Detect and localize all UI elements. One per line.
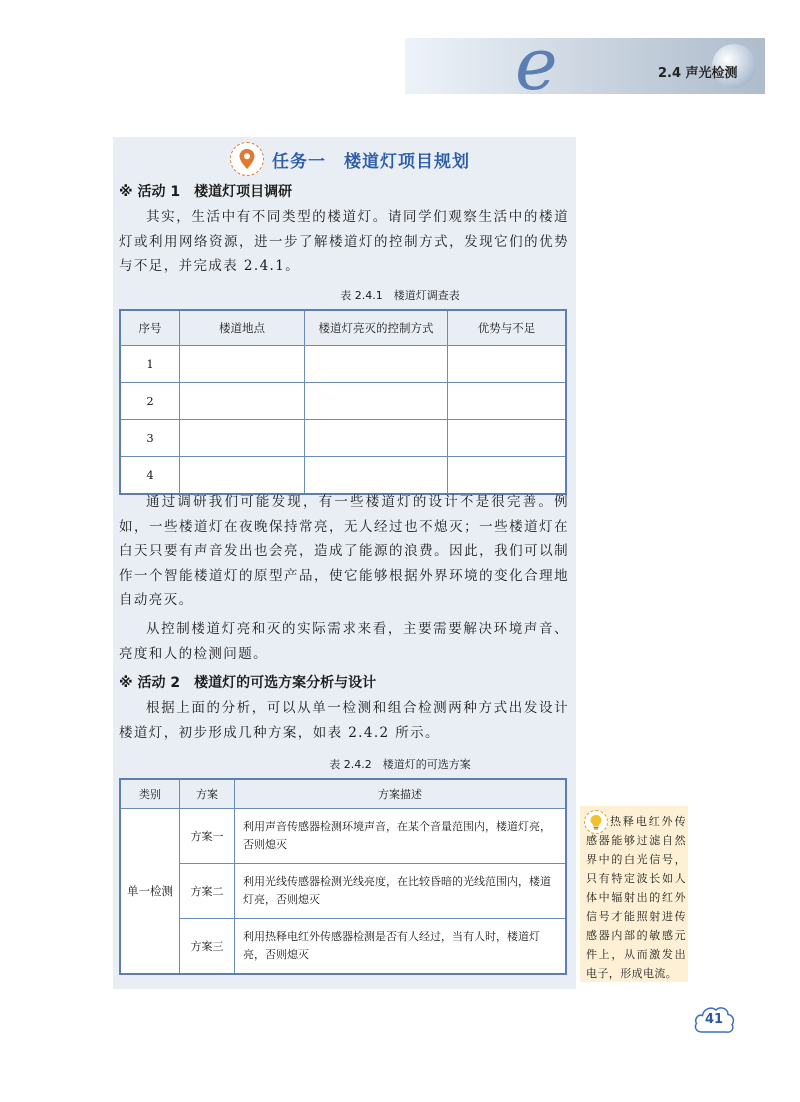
table1-cell-control[interactable] bbox=[305, 420, 448, 457]
table2-header-desc: 方案描述 bbox=[235, 779, 567, 809]
table1-header-pros-cons: 优势与不足 bbox=[448, 310, 567, 346]
activity1-para3: 从控制楼道灯亮和灭的实际需求来看，主要需要解决环境声音、亮度和人的检测问题。 bbox=[119, 621, 569, 662]
activity1-heading: ※ 活动 1 楼道灯项目调研 bbox=[119, 184, 293, 200]
table-row bbox=[120, 383, 566, 420]
table-row bbox=[120, 457, 566, 495]
survey-table bbox=[119, 309, 567, 495]
activity2-para1: 根据上面的分析，可以从单一检测和组合检测两种方式出发设计楼道灯，初步形成几种方案，如表 2.4.2 所示。 bbox=[119, 700, 569, 741]
table1-cell-location[interactable] bbox=[180, 457, 305, 495]
table1-cell-pros-cons[interactable] bbox=[448, 457, 567, 495]
table-row bbox=[120, 919, 566, 975]
table2-header-category: 类别 bbox=[120, 779, 180, 809]
side-note-text: 热释电红外传感器能够过滤自然界中的白光信号，只有特定波长如人体中辐射出的红外信号才能照射进传感器内部的敏感元件上，从而激发出电子，形成电流。 bbox=[586, 815, 686, 980]
table2-category: 单一检测 bbox=[120, 809, 180, 975]
table2-caption: 表 2.4.2 楼道灯的可选方案 bbox=[329, 758, 471, 771]
activity1-para2: 通过调研我们可能发现，有一些楼道灯的设计不是很完善。例如，一些楼道灯在夜晚保持常亮，无人经过也不熄灭；一些楼道灯在白天只要有声音发出也会亮，造成了能源的浪费。因此，我们可以制作一个智能楼道灯的原型产品，使它能够根据外界环境的变化合理地自动亮灭。 bbox=[119, 494, 569, 608]
table2-desc: 利用声音传感器检测环境声音，在某个音量范围内，楼道灯亮，否则熄灭 bbox=[235, 809, 567, 864]
location-pin-icon bbox=[230, 142, 264, 176]
table1-row-index: 1 bbox=[120, 346, 180, 383]
table2-plan: 方案二 bbox=[180, 864, 235, 919]
table1-row-index: 2 bbox=[120, 383, 180, 420]
table1-cell-control[interactable] bbox=[305, 383, 448, 420]
table-row bbox=[120, 420, 566, 457]
table1-cell-pros-cons[interactable] bbox=[448, 420, 567, 457]
table-row bbox=[120, 809, 566, 864]
activity1-para1: 其实，生活中有不同类型的楼道灯。请同学们观察生活中的楼道灯或利用网络资源，进一步了解楼道灯的控制方式，发现它们的优势与不足，并完成表 2.4.1。 bbox=[119, 209, 569, 274]
table1-cell-location[interactable] bbox=[180, 383, 305, 420]
table1-cell-control[interactable] bbox=[305, 457, 448, 495]
activity2-heading: ※ 活动 2 楼道灯的可选方案分析与设计 bbox=[119, 675, 377, 691]
table1-row-index: 3 bbox=[120, 420, 180, 457]
header-logo-letter: e bbox=[515, 22, 558, 106]
table2-plan: 方案一 bbox=[180, 809, 235, 864]
table-row bbox=[120, 864, 566, 919]
table2-header-plan: 方案 bbox=[180, 779, 235, 809]
task-title: 任务一 楼道灯项目规划 bbox=[272, 151, 470, 172]
table1-cell-pros-cons[interactable] bbox=[448, 383, 567, 420]
page-number: 41 bbox=[704, 1012, 724, 1027]
table1-header-index: 序号 bbox=[120, 310, 180, 346]
options-table bbox=[119, 778, 567, 975]
table1-cell-location[interactable] bbox=[180, 346, 305, 383]
table1-header-control: 楼道灯亮灭的控制方式 bbox=[305, 310, 448, 346]
table2-plan: 方案三 bbox=[180, 919, 235, 975]
section-title: 2.4 声光检测 bbox=[658, 66, 738, 81]
table1-cell-pros-cons[interactable] bbox=[448, 346, 567, 383]
task-heading bbox=[230, 143, 470, 175]
table1-header-location: 楼道地点 bbox=[180, 310, 305, 346]
table1-caption: 表 2.4.1 楼道灯调查表 bbox=[340, 289, 460, 302]
table1-cell-location[interactable] bbox=[180, 420, 305, 457]
table-row bbox=[120, 346, 566, 383]
table2-desc: 利用光线传感器检测光线亮度，在比较昏暗的光线范围内，楼道灯亮，否则熄灭 bbox=[235, 864, 567, 919]
table1-row-index: 4 bbox=[120, 457, 180, 495]
table1-cell-control[interactable] bbox=[305, 346, 448, 383]
table2-desc: 利用热释电红外传感器检测是否有人经过，当有人时，楼道灯亮，否则熄灭 bbox=[235, 919, 567, 975]
